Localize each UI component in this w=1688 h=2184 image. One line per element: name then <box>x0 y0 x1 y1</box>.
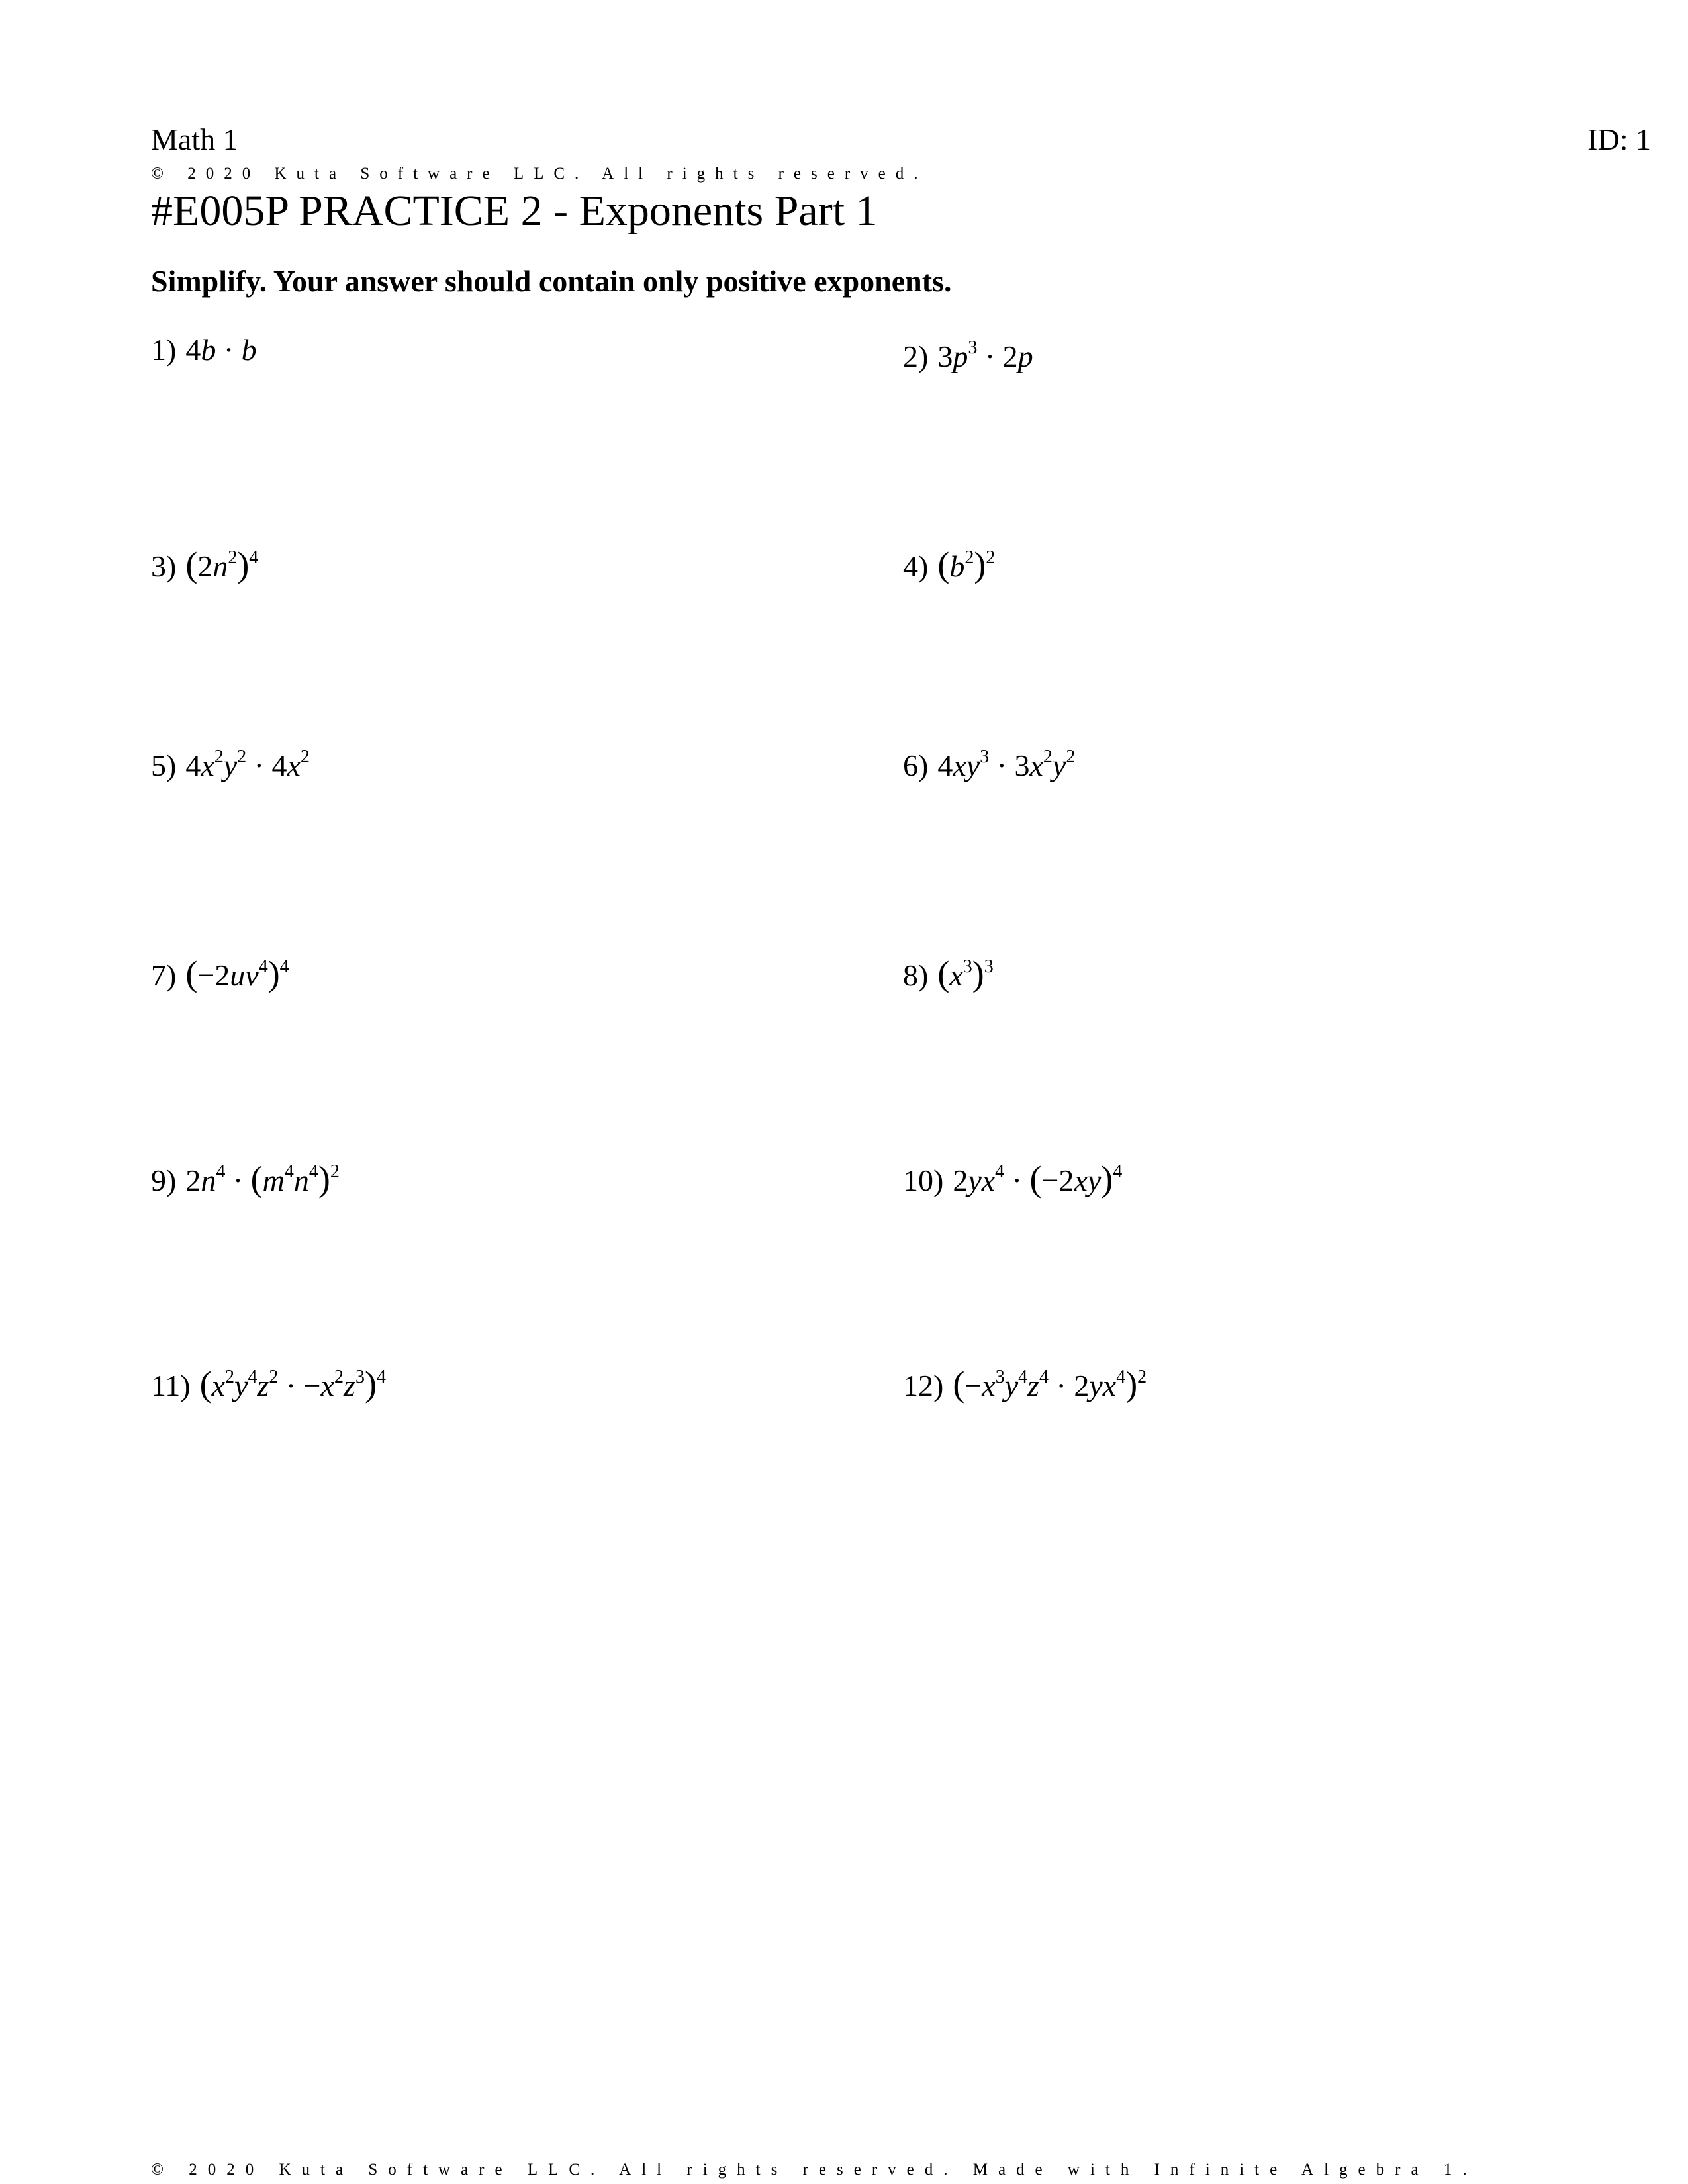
problem-number: 2) <box>903 340 929 373</box>
problem-4 <box>903 547 995 582</box>
problem-6 <box>903 747 1076 782</box>
instructions: Simplify. Your answer should contain only positive exponents. <box>151 264 952 298</box>
problem-expression: $2n^4 \cdot (m^4n^4)^2$ <box>185 1159 340 1199</box>
problem-expression: $(x^2y^4z^2 \cdot -x^2z^3)^4$ <box>199 1364 386 1404</box>
problem-number: 12) <box>903 1369 944 1402</box>
problem-expression: $(-2uv^4)^4$ <box>185 954 289 993</box>
problem-number: 8) <box>903 958 929 992</box>
problem-3 <box>151 547 258 582</box>
problem-1 <box>151 335 257 365</box>
problem-expression: $(-x^3y^4z^4 \cdot 2yx^4)^2$ <box>953 1364 1147 1404</box>
problem-number: 9) <box>151 1163 177 1197</box>
problem-expression: $2yx^4 \cdot (-2xy)^4$ <box>953 1159 1123 1199</box>
problem-number: 5) <box>151 749 177 782</box>
problem-number: 3) <box>151 549 177 583</box>
problem-7 <box>151 956 289 991</box>
problem-expression: $3p^3 \cdot 2p$ <box>937 338 1033 373</box>
problem-5 <box>151 747 310 782</box>
problem-10 <box>903 1161 1122 1197</box>
problem-2 <box>903 338 1033 373</box>
problem-number: 7) <box>151 958 177 992</box>
problem-number: 6) <box>903 749 929 782</box>
footer-copyright: © 2020 Kuta Software LLC. All rights reserved. Made with Infinite Algebra 1. <box>151 2161 1477 2179</box>
problem-8 <box>903 956 994 991</box>
course-name: Math 1 <box>151 122 238 156</box>
problem-expression: $(x^3)^3$ <box>937 954 994 993</box>
problem-expression: $4xy^3 \cdot 3x^2y^2$ <box>937 747 1076 782</box>
header-copyright: © 2020 Kuta Software LLC. All rights reserved. <box>151 165 928 183</box>
problem-expression: $(b^2)^2$ <box>937 545 996 584</box>
worksheet-id: ID: 1 <box>1587 122 1651 156</box>
worksheet-title: #E005P PRACTICE 2 - Exponents Part 1 <box>151 187 878 235</box>
problem-expression: $4x^2y^2 \cdot 4x^2$ <box>185 747 310 782</box>
problem-number: 10) <box>903 1163 944 1197</box>
problem-expression: $(2n^2)^4$ <box>185 545 259 584</box>
problem-11 <box>151 1366 386 1402</box>
problem-12 <box>903 1366 1147 1402</box>
problem-number: 11) <box>151 1369 191 1402</box>
problem-number: 4) <box>903 549 929 583</box>
problem-number: 1) <box>151 333 177 367</box>
problem-expression: 4b · b <box>185 333 257 367</box>
problem-9 <box>151 1161 340 1197</box>
